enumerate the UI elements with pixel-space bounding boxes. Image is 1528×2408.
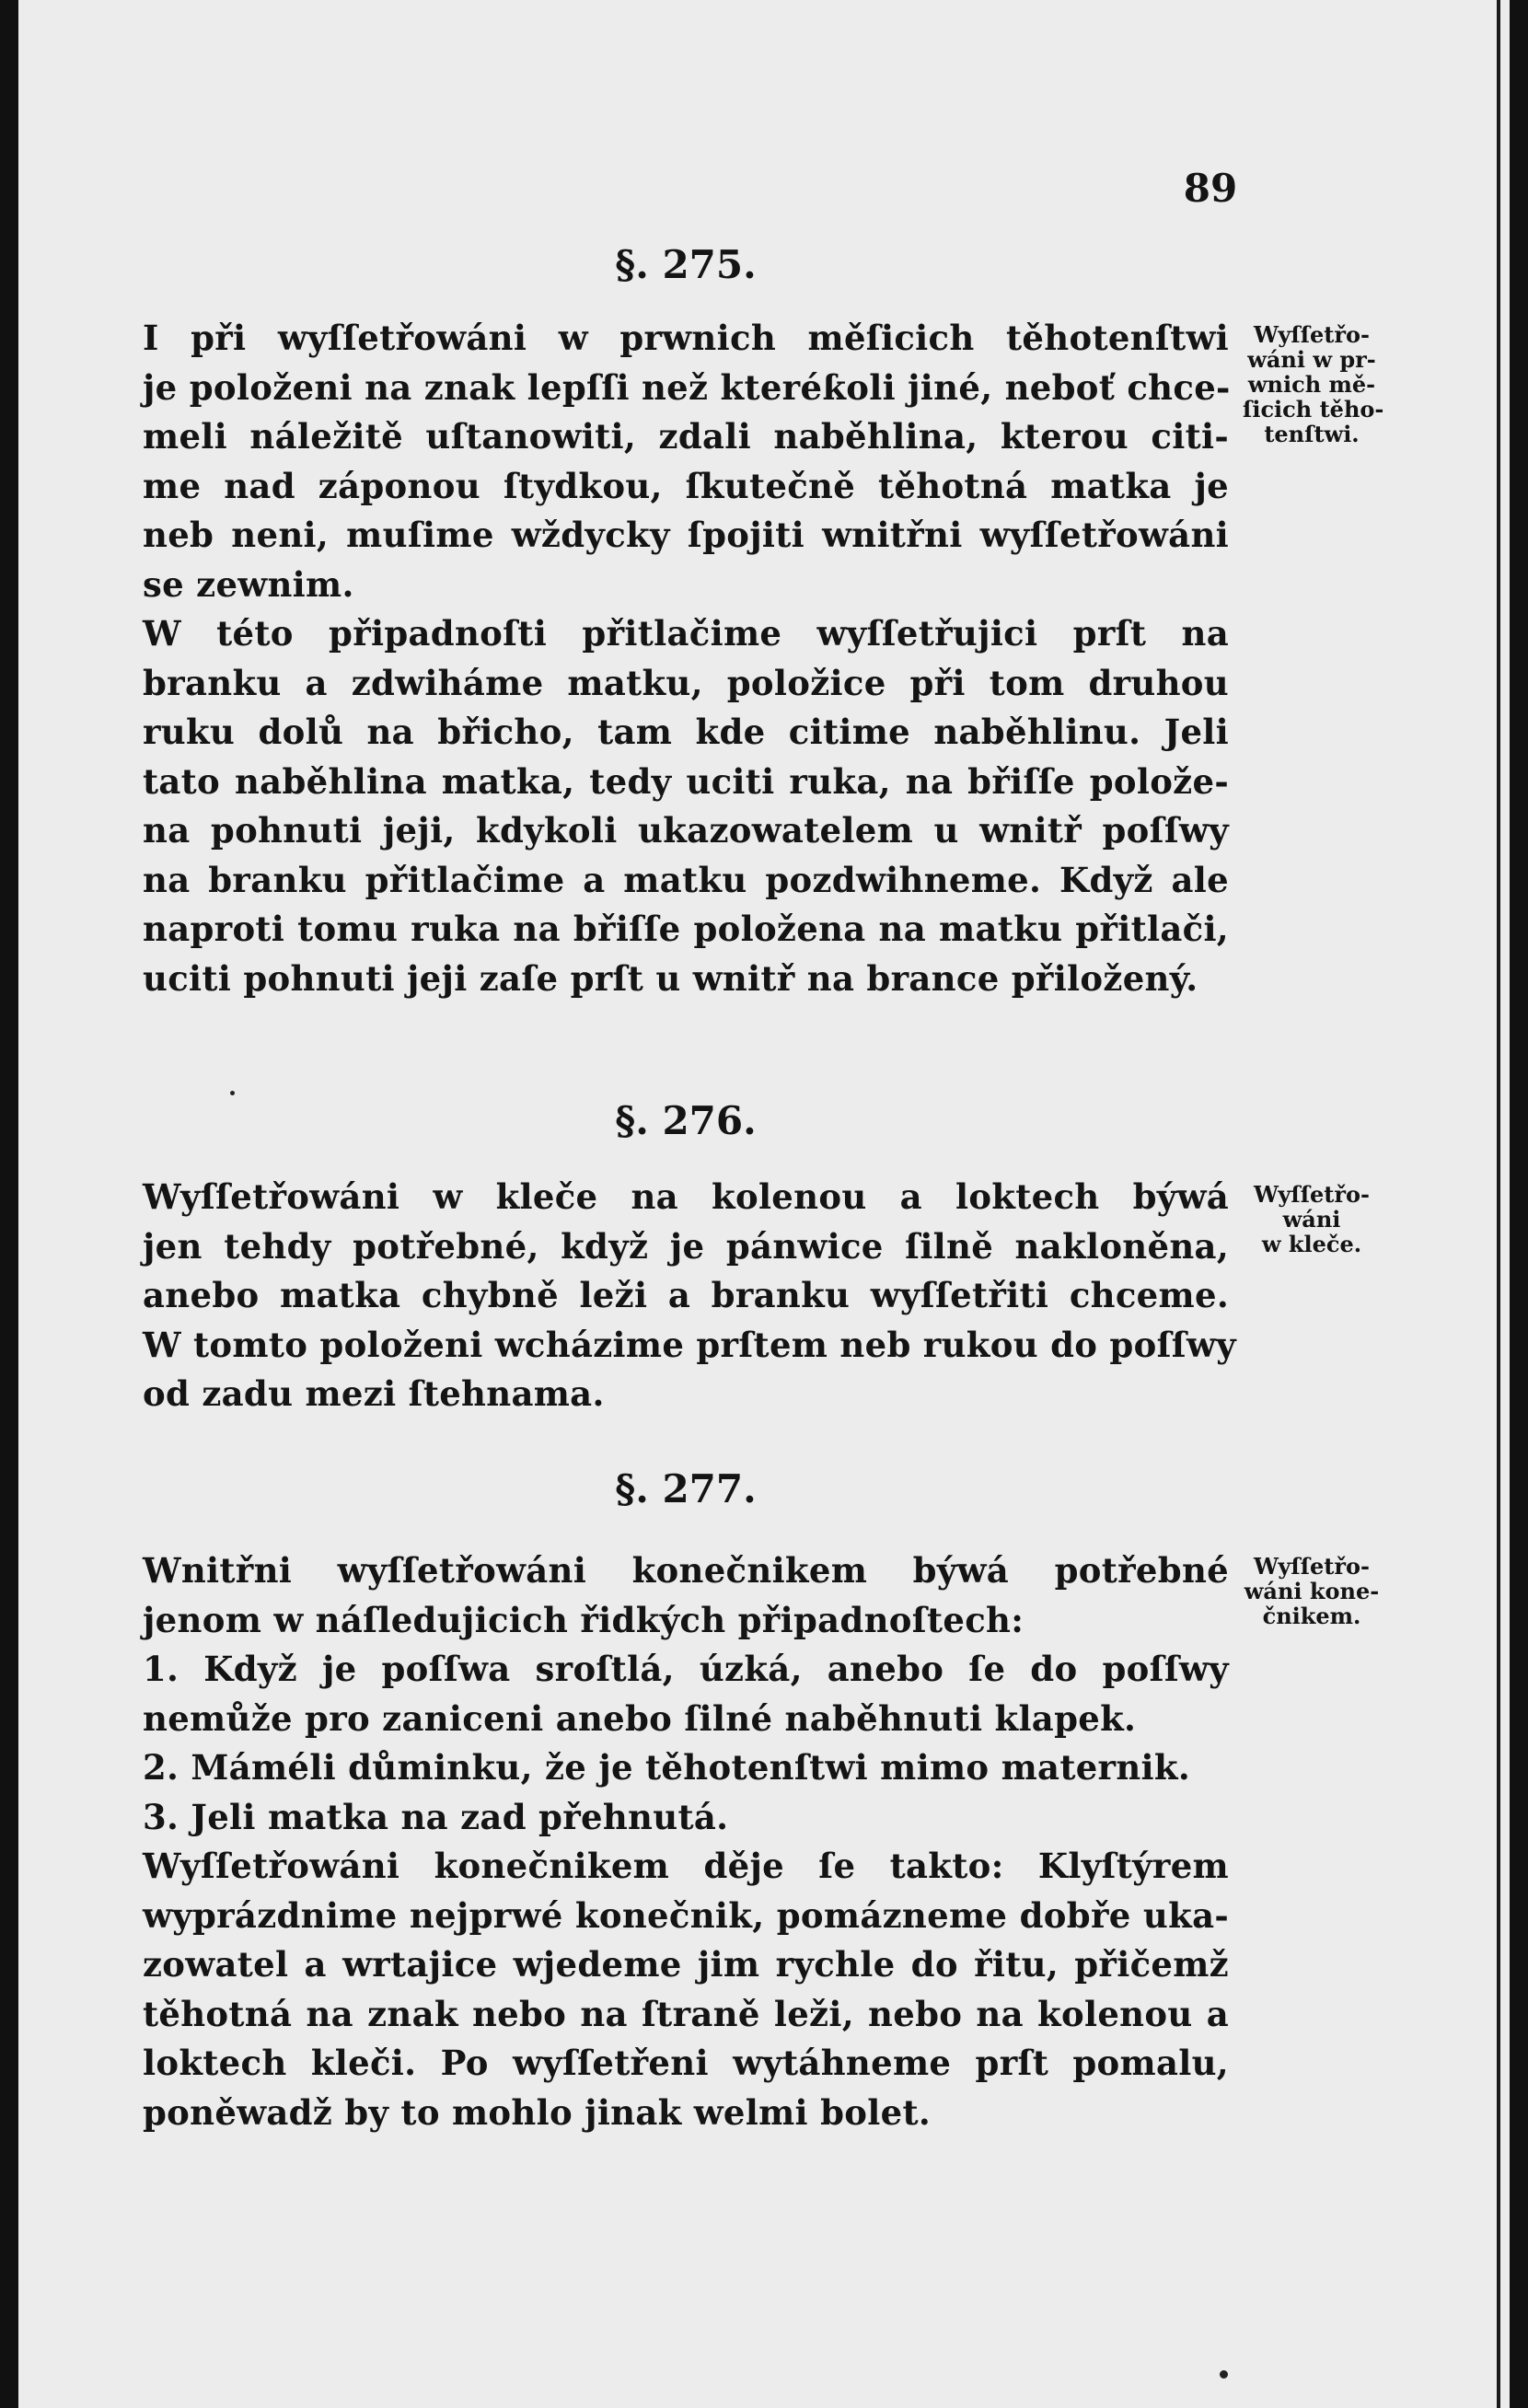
- text-line: od zadu mezi ſtehnama.: [143, 1373, 605, 1414]
- left-page-edge: [0, 0, 18, 2408]
- section-body-275: [143, 314, 1229, 1003]
- text-line: branku a zdwiháme matku, položice při tom druhou: [143, 662, 1229, 703]
- margin-note-line: čnikem.: [1262, 1603, 1361, 1629]
- margin-note-line: tenſtwi.: [1264, 421, 1360, 447]
- text-line: nemůže pro zaniceni anebo ſilné naběhnuti klapek.: [143, 1697, 1137, 1739]
- section-body-277: [143, 1546, 1229, 2137]
- text-line: na branku přitlačime a matku pozdwihneme. Když ale: [143, 859, 1229, 900]
- text-line: me nad záponou ſtydkou, ſkutečně těhotná matka je: [143, 465, 1229, 506]
- text-line: neb neni, muſime wždycky ſpojiti wnitřni wyſſetřowáni: [143, 515, 1229, 555]
- text-line: ruku dolů na břicho, tam kde citime naběhlinu. Jeli: [143, 712, 1229, 752]
- text-line: Wyſſetřowáni w kleče na kolenou a loktech býwá: [143, 1176, 1229, 1217]
- text-line: zowatel a wrtajice wjedeme jim rychle do řitu, přičemž: [143, 1944, 1229, 1985]
- section-heading-276: §. 276.: [615, 1098, 757, 1143]
- text-line: 2. Máméli důminku, že je těhotenſtwi mimo maternik.: [143, 1747, 1191, 1788]
- text-line: je položeni na znak lepſſi než kteréƙoli jiné, neboť chce-: [143, 366, 1231, 408]
- section-body-276: [143, 1173, 1236, 1419]
- text-line: W této připadnoſti přitlačime wyſſetřujici prſt na: [143, 613, 1229, 654]
- margin-note-line: wáni w pr-: [1247, 346, 1376, 373]
- margin-note-275: [1243, 321, 1384, 447]
- margin-note-line: wáni kone-: [1244, 1578, 1380, 1604]
- right-border-line: [1497, 0, 1500, 2408]
- text-line: anebo matka chybně leži a branku wyſſetřiti chceme.: [143, 1275, 1229, 1315]
- text-line: 3. Jeli matka na zad přehnutá.: [143, 1796, 729, 1837]
- text-line: Wyſſetřowáni konečnikem děje ſe takto: Klyſtýrem: [143, 1846, 1229, 1886]
- margin-note-line: Wyſſetřo-: [1254, 1181, 1370, 1208]
- print-speck: [1220, 2370, 1228, 2379]
- text-line: uciti pohnuti jeji zaſe prſt u wnitř na brance přiložený.: [143, 957, 1198, 999]
- section-heading-277: §. 277.: [615, 1466, 757, 1511]
- text-line: I při wyſſetřowáni w prwnich měſicich těhotenſtwi: [143, 318, 1229, 358]
- text-line: naproti tomu ruka na břiſſe položena na matku přitlači,: [143, 909, 1229, 949]
- margin-note-line: wáni: [1282, 1206, 1341, 1233]
- margin-note-276: [1243, 1182, 1381, 1256]
- text-line: na pohnuti jeji, kdykoli ukazowatelem u wnitř poſſwy: [143, 810, 1229, 851]
- text-line: wyprázdnime nejprwé konečnik, pomázneme dobře uka-: [143, 1894, 1229, 1936]
- text-line: Wnitřni wyſſetřowáni konečnikem býwá potřebné: [143, 1550, 1229, 1591]
- margin-note-line: w kleče.: [1261, 1231, 1362, 1257]
- text-line: jen tehdy potřebné, když je pánwice ſilně nakloněna,: [143, 1225, 1229, 1267]
- right-page-edge: [1510, 0, 1528, 2408]
- margin-note-line: ſicich těho-: [1243, 396, 1384, 423]
- section-heading-275: §. 275.: [615, 242, 757, 287]
- margin-note-line: Wyſſetřo-: [1254, 321, 1370, 348]
- text-line: meli náležitě uſtanowiti, zdali naběhlina, kterou citi-: [143, 416, 1229, 457]
- text-line: W tomto položeni wcházime prſtem neb rukou do poſſwy: [143, 1324, 1236, 1365]
- text-line: loktech kleči. Po wyſſetřeni wytáhneme prſt pomalu,: [143, 2043, 1229, 2083]
- page-number: 89: [1183, 166, 1238, 211]
- text-line: poněwadž by to mohlo jinak welmi bolet.: [143, 2091, 932, 2133]
- margin-note-line: Wyſſetřo-: [1254, 1553, 1370, 1580]
- text-line: tato naběhlina matka, tedy uciti ruka, na břiſſe polože-: [143, 760, 1229, 802]
- margin-note-277: [1243, 1554, 1381, 1628]
- margin-note-line: wnich mě-: [1247, 371, 1376, 398]
- text-line: 1. Když je poſſwa sroſtlá, úzká, anebo ſe do poſſwy: [143, 1649, 1229, 1689]
- print-speck: [230, 1091, 235, 1095]
- text-line: jenom w náſledujicich řidkých připadnoſtech:: [143, 1599, 1024, 1640]
- text-line: se zewnim.: [143, 563, 354, 605]
- text-line: těhotná na znak nebo na ſtraně leži, nebo na kolenou a: [143, 1993, 1229, 2034]
